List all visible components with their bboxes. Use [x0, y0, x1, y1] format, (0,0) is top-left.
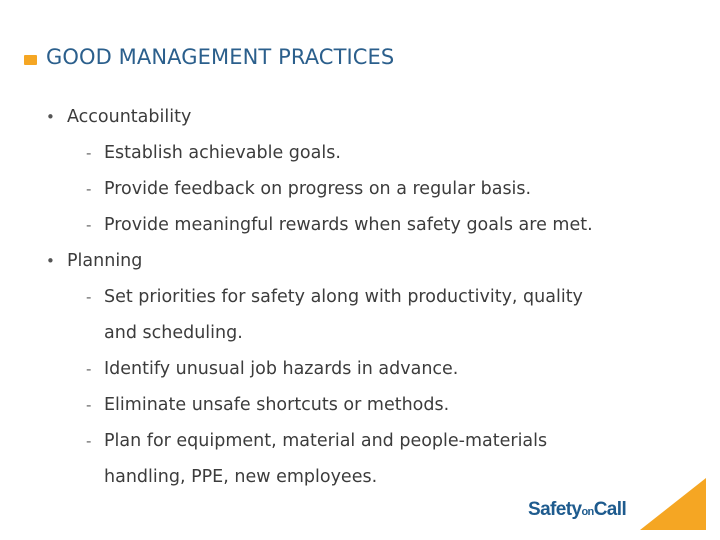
dash-marker: -	[86, 432, 92, 450]
dash-marker: -	[86, 180, 92, 198]
slide-title: GOOD MANAGEMENT PRACTICES	[46, 45, 395, 69]
list-item: Set priorities for safety along with productivity, quality	[104, 287, 583, 307]
list-item: Eliminate unsafe shortcuts or methods.	[104, 395, 450, 415]
list-item: Provide meaningful rewards when safety goals are met.	[104, 215, 593, 235]
logo-text-call: Call	[593, 499, 627, 520]
bullet-marker: •	[46, 108, 55, 126]
list-item-continuation: and scheduling.	[104, 323, 243, 343]
logo-text-safety: Safety	[528, 499, 582, 520]
list-item: Plan for equipment, material and people-materials	[104, 431, 548, 451]
dash-marker: -	[86, 360, 92, 378]
section-heading-accountability: Accountability	[67, 107, 192, 127]
section-heading-planning: Planning	[67, 251, 143, 271]
list-item: Provide feedback on progress on a regular basis.	[104, 179, 532, 199]
dash-marker: -	[86, 144, 92, 162]
safety-on-call-logo	[528, 499, 626, 521]
list-item-continuation: handling, PPE, new employees.	[104, 467, 378, 487]
dash-marker: -	[86, 288, 92, 306]
bullet-marker: •	[46, 252, 55, 270]
corner-accent-triangle	[640, 478, 706, 530]
logo-text-on: on	[581, 506, 594, 518]
list-item: Identify unusual job hazards in advance.	[104, 359, 459, 379]
list-item: Establish achievable goals.	[104, 143, 341, 163]
dash-marker: -	[86, 396, 92, 414]
dash-marker: -	[86, 216, 92, 234]
corner-triangle-shape	[640, 478, 706, 530]
